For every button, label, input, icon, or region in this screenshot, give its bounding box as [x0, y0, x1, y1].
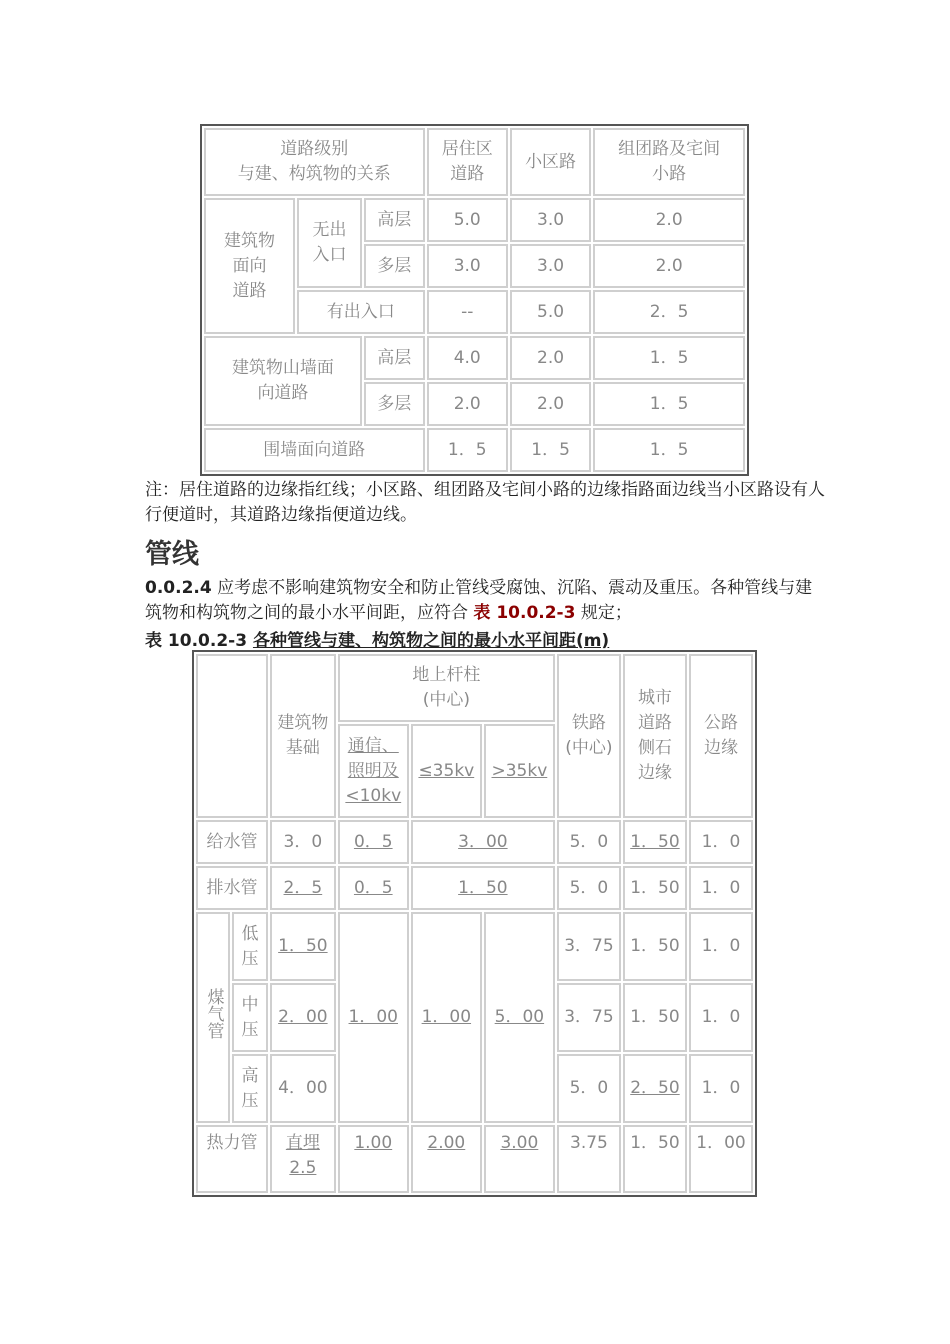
cell: 1．0 [689, 983, 753, 1052]
cell: 1．50 [411, 866, 555, 910]
cell: 1．50 [270, 912, 336, 981]
cell: 2.00 [411, 1125, 482, 1193]
empty-corner [196, 654, 268, 818]
header-poles: 地上杆柱 (中心) [338, 654, 555, 722]
pipeline-distance-table [192, 650, 757, 1197]
table-caption [145, 626, 609, 651]
cell: 3.00 [484, 1125, 555, 1193]
cell: 2.0 [510, 382, 591, 426]
has-entrance: 有出入口 [297, 290, 424, 334]
cell: 2.0 [510, 336, 591, 380]
cell: 1.00 [338, 1125, 409, 1193]
cell: 5．00 [484, 912, 555, 1123]
cell: 1．5 [593, 428, 745, 472]
header-35kv: ≤35kv [411, 724, 482, 818]
low-pressure: 低 压 [232, 912, 268, 981]
clause-number: 0.0.2.4 [145, 578, 212, 598]
cell: 1．5 [427, 428, 508, 472]
paragraph-text: 应考虑不影响建筑物安全和防止管线受腐蚀、沉陷、震动及重压。各种管线与建筑物和构筑物之间的最小水平间距，应符合 [145, 578, 813, 623]
cell: 5．0 [557, 820, 621, 864]
header-district-road: 小区路 [510, 128, 591, 196]
cell: 1．0 [689, 866, 753, 910]
road-distance-table [200, 124, 749, 476]
cell: 5.0 [510, 290, 591, 334]
high-rise-label: 高层 [364, 336, 425, 380]
cell: 直埋 2.5 [270, 1125, 336, 1193]
high-rise-label: 高层 [364, 198, 425, 242]
cell: 3.0 [510, 244, 591, 288]
multi-storey-label: 多层 [364, 382, 425, 426]
header-residential-road: 居住区 道路 [427, 128, 508, 196]
cell: 1．50 [623, 1125, 687, 1193]
cell: 2.0 [593, 198, 745, 242]
cell: 1．50 [623, 983, 687, 1052]
cell: 3.0 [427, 244, 508, 288]
cell: 4．00 [270, 1054, 336, 1123]
cell: 1．00 [411, 912, 482, 1123]
cell: 1．0 [689, 820, 753, 864]
header-railway: 铁路 (中心) [557, 654, 621, 818]
cell: 5．0 [557, 1054, 621, 1123]
caption-title: 各种管线与建、构筑物之间的最小水平间距(m) [252, 631, 610, 651]
cell: 5．0 [557, 866, 621, 910]
cell: 1．50 [623, 912, 687, 981]
building-facing-road: 建筑物 面向 道路 [204, 198, 295, 334]
cell: 2．00 [270, 983, 336, 1052]
cell: 2．5 [593, 290, 745, 334]
cell: 3.75 [557, 1125, 621, 1193]
multi-storey-label: 多层 [364, 244, 425, 288]
header-group-road: 组团路及宅间 小路 [593, 128, 745, 196]
header-comm: 通信、 照明及 <10kv [338, 724, 409, 818]
cell: 1．5 [510, 428, 591, 472]
cell: 5.0 [427, 198, 508, 242]
gas-label-text: 煤气管 [203, 988, 224, 1039]
no-entrance: 无出 入口 [297, 198, 362, 288]
section-paragraph [145, 576, 825, 626]
cell: 3．75 [557, 912, 621, 981]
row-label-water: 给水管 [196, 820, 268, 864]
header-gt35kv: >35kv [484, 724, 555, 818]
row-label-heat: 热力管 [196, 1125, 268, 1193]
gable-facing-road: 建筑物山墙面 向道路 [204, 336, 362, 426]
high-pressure: 高 压 [232, 1054, 268, 1123]
cell: 1．00 [338, 912, 409, 1123]
cell: 1．50 [623, 820, 687, 864]
header-building-foundation: 建筑物 基础 [270, 654, 336, 818]
cell: 2.0 [593, 244, 745, 288]
header-relation: 道路级别 与建、构筑物的关系 [204, 128, 425, 196]
cell: 3．0 [270, 820, 336, 864]
paragraph-tail: 规定； [575, 603, 632, 623]
cell: 2.0 [427, 382, 508, 426]
table-note: 注：居住道路的边缘指红线；小区路、组团路及宅间小路的边缘指路面边线当小区路设有人行便道时，其道路边缘指便道边线。 [145, 480, 825, 525]
medium-pressure: 中 压 [232, 983, 268, 1052]
cell: 2．50 [623, 1054, 687, 1123]
cell: 4.0 [427, 336, 508, 380]
cell: 3．00 [411, 820, 555, 864]
row-label-gas [196, 912, 230, 1123]
table-reference-link[interactable]: 表 10.0.2-3 [473, 603, 576, 623]
cell: 1．5 [593, 336, 745, 380]
cell: 1．0 [689, 1054, 753, 1123]
caption-prefix: 表 10.0.2-3 [145, 631, 253, 651]
cell: 3．75 [557, 983, 621, 1052]
cell: 1．50 [623, 866, 687, 910]
header-curb: 城市 道路 侧石 边缘 [623, 654, 687, 818]
cell: 1．5 [593, 382, 745, 426]
section-heading: 管线 [145, 539, 199, 570]
row-label-drain: 排水管 [196, 866, 268, 910]
cell: 1．0 [689, 912, 753, 981]
cell: 0．5 [338, 866, 409, 910]
cell: 0．5 [338, 820, 409, 864]
cell: 2．5 [270, 866, 336, 910]
wall-facing-road: 围墙面向道路 [204, 428, 425, 472]
cell: -- [427, 290, 508, 334]
header-highway: 公路 边缘 [689, 654, 753, 818]
cell: 1．00 [689, 1125, 753, 1193]
cell: 3.0 [510, 198, 591, 242]
